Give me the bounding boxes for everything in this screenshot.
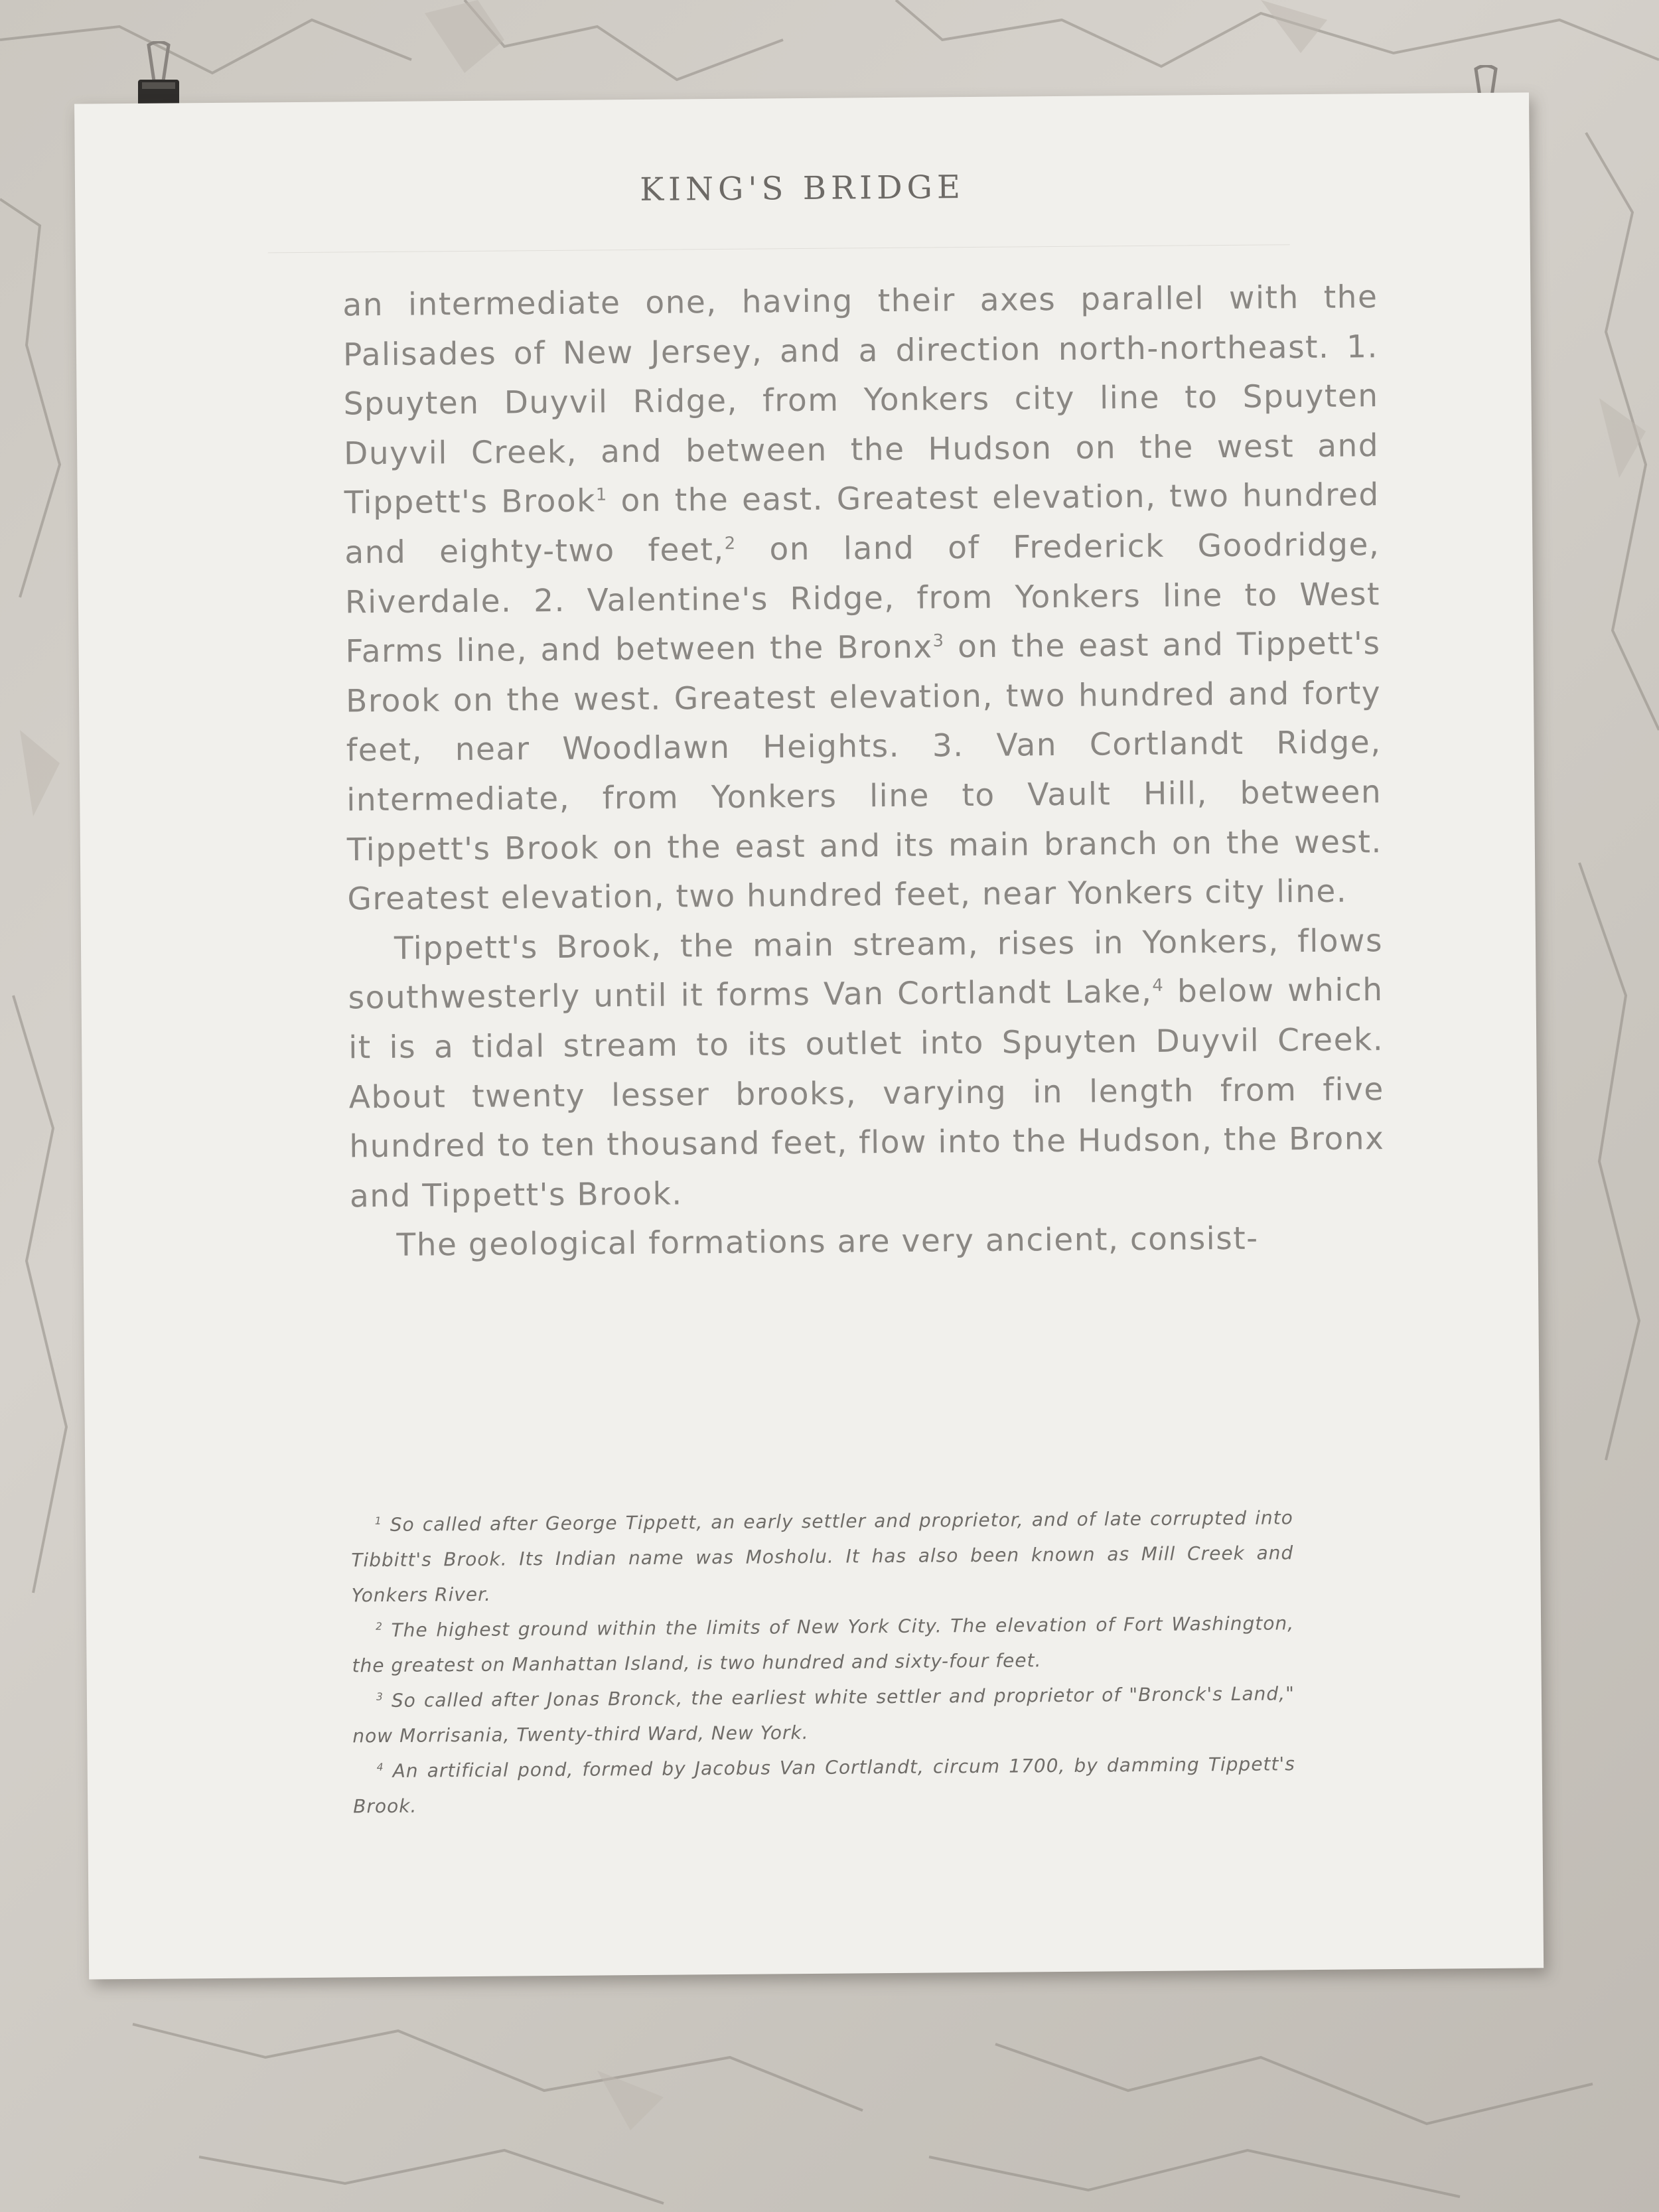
text-run: below which it is a tidal stream to its outlet into Spuyten Duyvil Creek. About twenty lesser brooks, varying in length from five hundred to ten thousand feet, flow into the Hudson, the Bronx and Tippett's Brook. — [348, 972, 1385, 1215]
footnote-text: So called after George Tippett, an early settler and proprietor, and of late corrupted into Tibbitt's Brook. Its Indian name was Mosholu. It has also been known as Mill Creek and Yonkers River. — [351, 1507, 1294, 1607]
footnote-text: The highest ground within the limits of New York City. The elevation of Fort Washington, the greatest on Manhattan Island, is two hundred and sixty-four feet. — [352, 1612, 1295, 1677]
footnote-ref: 3 — [932, 630, 945, 651]
footnote-text: An artificial pond, formed by Jacobus Van Cortlandt, circum 1700, by damming Tippett's Brook. — [353, 1753, 1295, 1818]
running-head: KING'S BRIDGE — [639, 169, 966, 208]
text-run: on the east. Greatest elevation, two hundred and eighty-two feet, — [344, 477, 1380, 571]
footnote-marker: 1 — [374, 1514, 382, 1527]
footnotes — [351, 1500, 1296, 1824]
text-run: an intermediate one, having their axes parallel with the Palisades of New Jersey, and a direction north-northeast. 1. Spuyten Duyvil Ridge, from Yonkers city line to Spuyten Duyvil Creek, and between the Hudson on the west and Tippett's Brook — [342, 279, 1380, 522]
footnote-marker: 2 — [375, 1620, 383, 1633]
footnote — [351, 1500, 1294, 1613]
text-run: on land of Frederick Goodridge, Riverdale. 2. Valentine's Ridge, from Yonkers line to West Farms line, and between the Bronx — [344, 526, 1381, 670]
footnote-marker: 3 — [376, 1690, 384, 1703]
footnote-text: So called after Jonas Bronck, the earliest white settler and proprietor of "Bronck's Land," now Morrisania, Twenty-third Ward, New York. — [352, 1682, 1295, 1747]
footnote-ref: 4 — [1152, 976, 1165, 996]
text-run: Tippett's Brook, the main stream, rises in Yonkers, flows southwesterly until it forms Van Cortlandt Lake, — [348, 922, 1384, 1017]
footnote — [352, 1605, 1295, 1683]
printed-page — [74, 92, 1544, 1979]
footnote — [353, 1746, 1296, 1824]
paragraph-brooks — [348, 917, 1385, 1222]
footnote-marker: 4 — [376, 1761, 384, 1773]
footnote-ref: 1 — [595, 485, 608, 506]
text-run: on the east and Tippett's Brook on the west. Greatest elevation, two hundred and forty feet, near Woodlawn Heights. 3. Van Cortlandt Ridge, intermediate, from Yonkers line to Vault Hill, between Tippett's Brook on the east and its main branch on the west. Greatest elevation, two hundred feet, near Yonkers city line. — [345, 625, 1383, 918]
body-text — [342, 273, 1386, 1271]
paragraph-geology: The geological formations are very ancient, consist- — [396, 1220, 1259, 1264]
paragraph-ridges — [342, 273, 1383, 924]
footnote-ref: 2 — [724, 534, 737, 554]
footnote — [352, 1676, 1295, 1753]
header-divider — [268, 244, 1290, 253]
